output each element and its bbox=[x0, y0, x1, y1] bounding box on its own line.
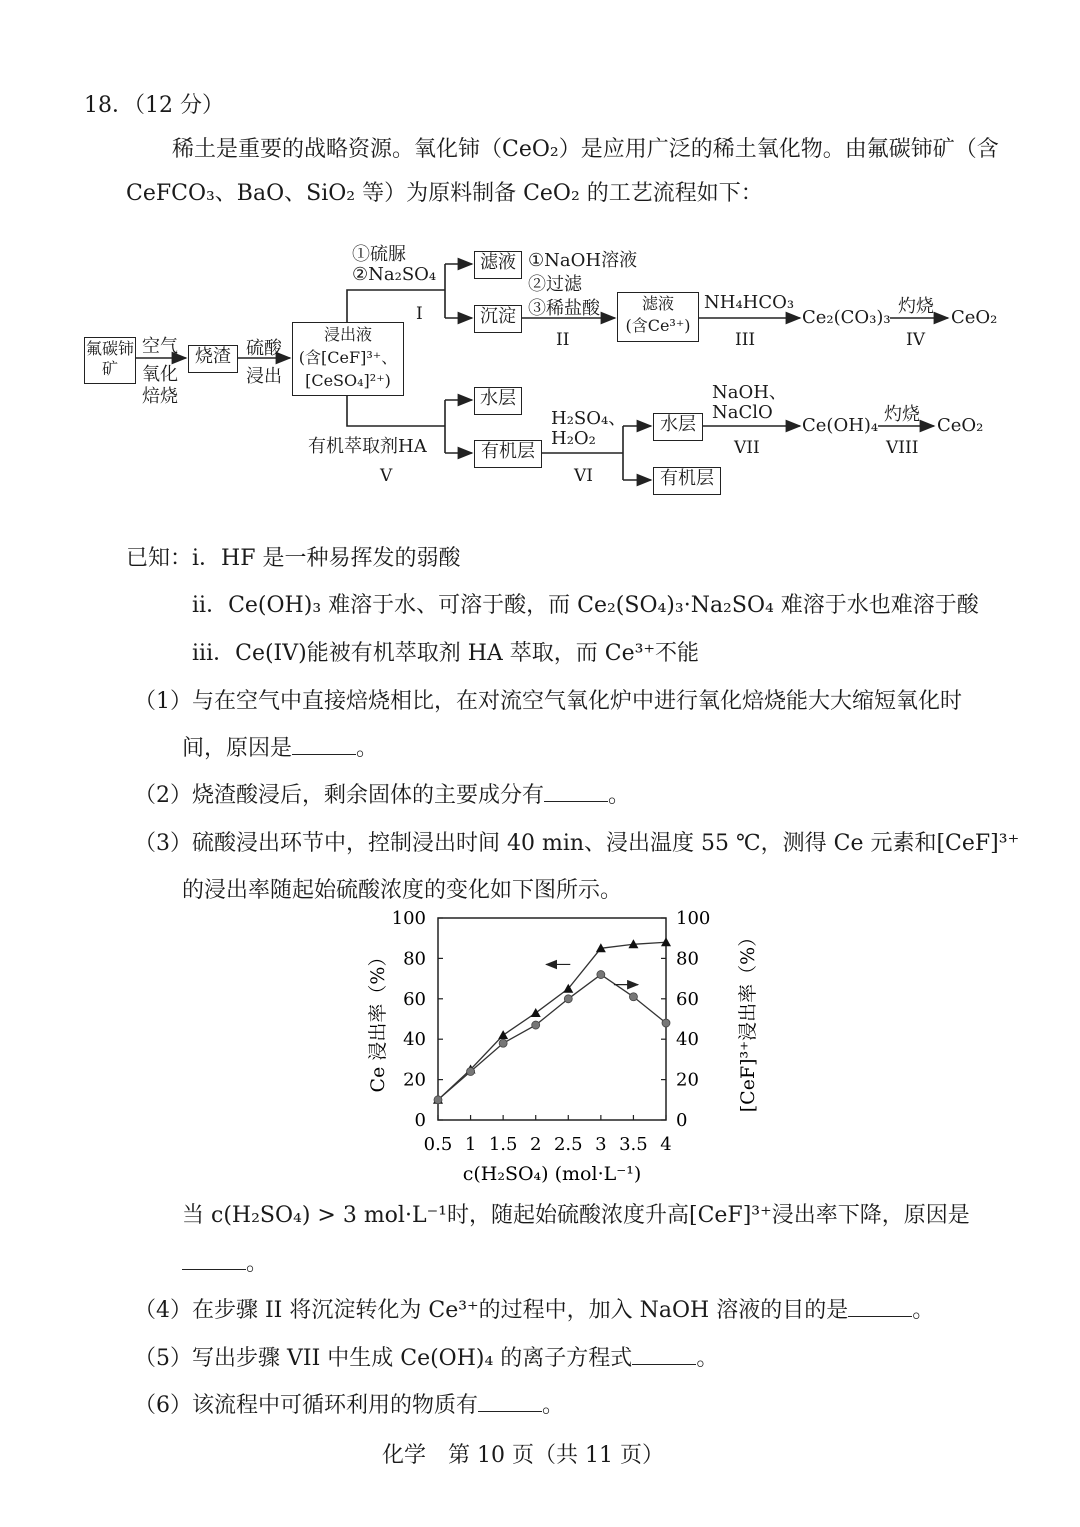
precipitate-box: 沉淀 bbox=[474, 305, 522, 333]
oxidation-label-2: 焙烧 bbox=[142, 386, 178, 407]
leachate-contains-1: (含[CeF]³⁺、 bbox=[298, 348, 398, 367]
na2so4-label: ②Na₂SO₄ bbox=[352, 264, 437, 285]
y-axis-label-left: Ce 浸出率（%） bbox=[367, 947, 389, 1093]
intro-line-1: 稀土是重要的战略资源。氧化铈（CeO₂）是应用广泛的稀土氧化物。由氟碳铈矿（含 bbox=[172, 137, 999, 162]
x-tick-label: 4 bbox=[660, 1134, 672, 1155]
naclo-label: NaClO bbox=[712, 402, 773, 423]
step-VI-label: VI bbox=[574, 466, 593, 486]
triangle-point bbox=[498, 1030, 508, 1039]
circle-point bbox=[532, 1021, 540, 1029]
ore-box: 氟碳铈矿 bbox=[84, 337, 136, 384]
circle-point bbox=[564, 995, 572, 1003]
thiourea-label: ①硫脲 bbox=[352, 244, 406, 265]
circle-point bbox=[499, 1039, 507, 1047]
y-tick-label-right: 100 bbox=[676, 908, 711, 929]
step-I-label: I bbox=[416, 304, 423, 324]
known-ii: ii．Ce(OH)₃ 难溶于水、可溶于酸，而 Ce₂(SO₄)₃·Na₂SO₄ 难溶于水也难溶于酸 bbox=[192, 593, 979, 618]
filtrate-2-contains: (含Ce³⁺) bbox=[625, 316, 691, 335]
oxidation-label-1: 氧化 bbox=[142, 364, 178, 385]
y-axis-label-right: [CeF]³⁺浸出率（%） bbox=[737, 927, 759, 1113]
nh4hco3-label: NH₄HCO₃ bbox=[704, 292, 795, 313]
question-number: 18．（12 分） bbox=[84, 93, 224, 118]
x-tick-label: 0.5 bbox=[423, 1134, 453, 1155]
triangle-series-line bbox=[438, 942, 666, 1100]
y-tick-label-left: 20 bbox=[403, 1069, 426, 1091]
step-V-label: V bbox=[380, 466, 393, 486]
dilute-hcl-label: ③稀盐酸 bbox=[528, 298, 600, 319]
aqueous-layer-box-2: 水层 bbox=[653, 413, 703, 441]
filtrate-box-2 bbox=[617, 292, 699, 342]
q3-after-line-1: 当 c(H₂SO₄) > 3 mol·L⁻¹时，随起始硫酸浓度升高[CeF]³⁺浸出率下降，原因是 bbox=[182, 1203, 970, 1228]
process-flow-diagram bbox=[0, 0, 1080, 520]
ceo2-product-2: CeO₂ bbox=[937, 415, 984, 436]
y-tick-label-right: 40 bbox=[676, 1029, 699, 1051]
ceo2-product-1: CeO₂ bbox=[951, 307, 998, 328]
plot-border bbox=[438, 918, 666, 1120]
y-tick-label-right: 60 bbox=[676, 988, 699, 1010]
y-tick-label-left: 0 bbox=[414, 1110, 426, 1131]
leaching-rate-chart bbox=[340, 898, 780, 1188]
calcine-label-2: 灼烧 bbox=[884, 404, 920, 425]
circle-point bbox=[629, 993, 637, 1001]
leachate-contains-2: [CeSO₄]²⁺) bbox=[305, 371, 391, 390]
step-IV-label: IV bbox=[906, 330, 925, 350]
q3-answer-blank[interactable] bbox=[182, 1249, 246, 1270]
y-tick-label-left: 100 bbox=[391, 908, 426, 929]
organic-layer-box-2: 有机层 bbox=[653, 467, 721, 495]
x-tick-label: 2 bbox=[529, 1134, 542, 1155]
y-tick-label-left: 60 bbox=[403, 988, 426, 1010]
circle-point bbox=[597, 971, 605, 979]
ceoh4-label: Ce(OH)₄ bbox=[802, 415, 879, 436]
q1-line-2: 间，原因是 。 bbox=[182, 736, 379, 761]
q2-answer-blank[interactable] bbox=[544, 781, 608, 802]
air-label: 空气 bbox=[142, 336, 178, 357]
slag-box: 烧渣 bbox=[188, 345, 238, 373]
y-tick-label-right: 0 bbox=[676, 1110, 688, 1131]
step-VIII-label: VIII bbox=[886, 438, 919, 458]
y-tick-label-right: 20 bbox=[676, 1069, 699, 1091]
q5-line: （5）写出步骤 VII 中生成 Ce(OH)₄ 的离子方程式 。 bbox=[134, 1346, 719, 1371]
q3-line-2: 的浸出率随起始硫酸浓度的变化如下图所示。 bbox=[182, 878, 623, 903]
q4-answer-blank[interactable] bbox=[848, 1296, 912, 1317]
q6-line: （6）该流程中可循环利用的物质有 。 bbox=[134, 1393, 565, 1418]
circle-point bbox=[662, 1019, 670, 1027]
leaching-label: 浸出 bbox=[246, 366, 282, 387]
leachate-title: 浸出液 bbox=[323, 325, 372, 344]
x-tick-label: 3 bbox=[595, 1134, 607, 1155]
step-II-label: II bbox=[556, 330, 570, 350]
y-tick-label-left: 40 bbox=[403, 1029, 426, 1051]
intro-line-2: CeFCO₃、BaO、SiO₂ 等）为原料制备 CeO₂ 的工艺流程如下： bbox=[126, 181, 763, 206]
naoh-label: NaOH、 bbox=[712, 382, 787, 403]
known-label: 已知： bbox=[126, 546, 193, 571]
triangle-point bbox=[661, 937, 671, 946]
aqueous-layer-box-1: 水层 bbox=[474, 387, 522, 415]
triangle-point bbox=[531, 1008, 541, 1017]
ce2co33-label: Ce₂(CO₃)₃ bbox=[802, 307, 891, 328]
x-tick-label: 1.5 bbox=[488, 1134, 518, 1155]
x-tick-label: 2.5 bbox=[553, 1134, 583, 1155]
q1-answer-blank[interactable] bbox=[292, 734, 356, 755]
plot-frame bbox=[438, 918, 666, 1120]
leachate-box bbox=[292, 322, 404, 396]
naoh-solution-label: ①NaOH溶液 bbox=[528, 250, 638, 271]
q2-line: （2）烧渣酸浸后，剩余固体的主要成分有 。 bbox=[134, 783, 631, 808]
h2so4-label: H₂SO₄、 bbox=[551, 408, 627, 429]
x-tick-label: 1 bbox=[464, 1134, 477, 1155]
filtrate-2-title: 滤液 bbox=[641, 294, 674, 313]
extractant-label: 有机萃取剂HA bbox=[308, 436, 427, 457]
filter-label: ②过滤 bbox=[528, 274, 582, 295]
h2o2-label: H₂O₂ bbox=[551, 428, 596, 449]
q3-after-line-2: 。 bbox=[182, 1246, 268, 1277]
circle-point bbox=[467, 1068, 475, 1076]
x-tick-label: 3.5 bbox=[619, 1134, 648, 1155]
calcine-label-1: 灼烧 bbox=[898, 296, 934, 317]
q5-answer-blank[interactable] bbox=[632, 1344, 696, 1365]
circle-point bbox=[434, 1096, 442, 1104]
x-axis-label: c(H₂SO₄) (mol·L⁻¹) bbox=[462, 1163, 642, 1185]
y-tick-label-left: 80 bbox=[403, 948, 426, 970]
page-footer: 化学 第 10 页（共 11 页） bbox=[382, 1443, 664, 1468]
sulfuric-acid-label: 硫酸 bbox=[246, 338, 282, 359]
known-i: i．HF 是一种易挥发的弱酸 bbox=[192, 546, 461, 571]
step-III-label: III bbox=[735, 330, 756, 350]
filtrate-box-1: 滤液 bbox=[474, 251, 522, 279]
organic-layer-box-1: 有机层 bbox=[474, 440, 542, 468]
y-tick-label-right: 80 bbox=[676, 948, 699, 970]
chart-series bbox=[433, 937, 671, 1104]
q1-line-1: （1）与在空气中直接焙烧相比，在对流空气氧化炉中进行氧化焙烧能大大缩短氧化时 bbox=[134, 689, 962, 714]
q3-line-1: （3）硫酸浸出环节中，控制浸出时间 40 min、浸出温度 55 ℃，测得 Ce 元素和[CeF]³⁺ bbox=[134, 831, 1020, 856]
step-VII-label: VII bbox=[734, 438, 760, 458]
q4-line: （4）在步骤 II 将沉淀转化为 Ce³⁺的过程中，加入 NaOH 溶液的目的是 。 bbox=[134, 1298, 935, 1323]
known-iii: iii．Ce(IV)能被有机萃取剂 HA 萃取，而 Ce³⁺不能 bbox=[192, 641, 700, 666]
q6-answer-blank[interactable] bbox=[478, 1391, 542, 1412]
